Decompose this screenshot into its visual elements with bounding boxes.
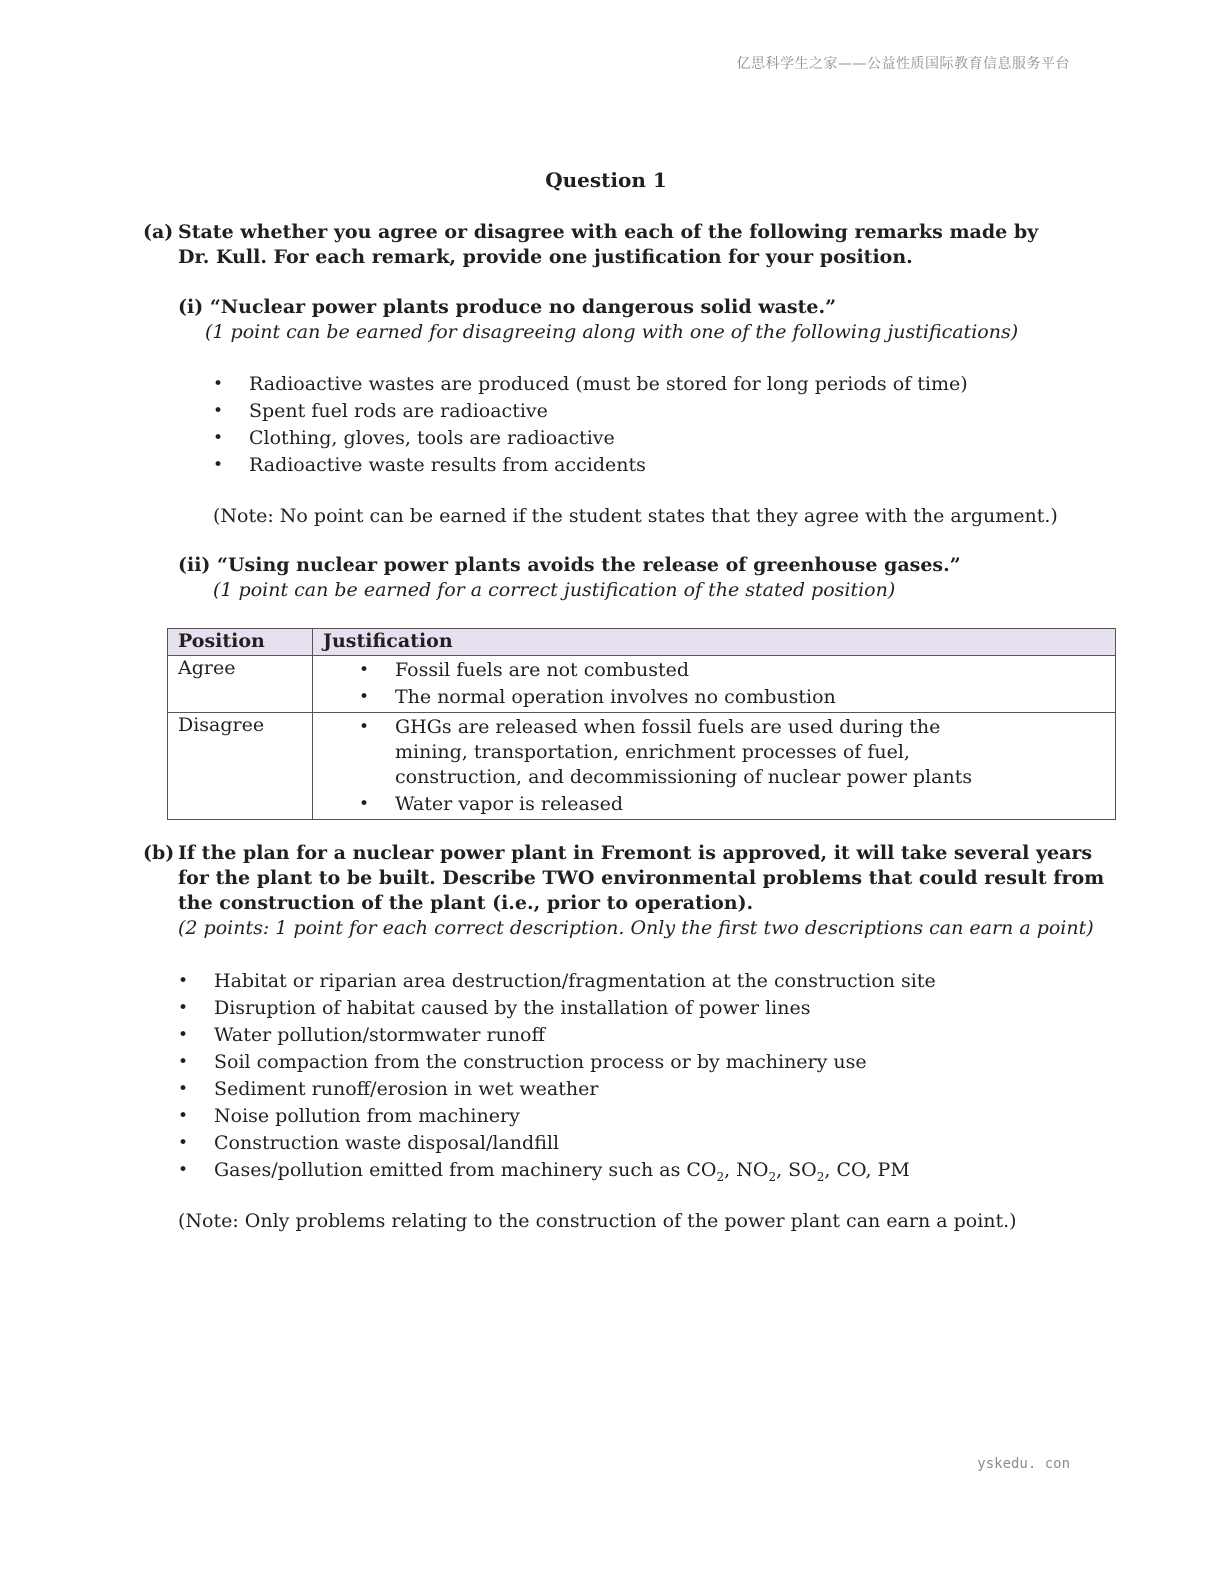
header-watermark: 亿思科学生之家——公益性质国际教育信息服务平台 xyxy=(736,56,1070,72)
position-justification-table xyxy=(167,628,1116,820)
list-item: • Clothing, gloves, tools are radioactive xyxy=(213,425,968,452)
part-a-label: (a) xyxy=(143,221,174,243)
sub-i-bullet-list xyxy=(213,371,968,479)
table-row-agree xyxy=(168,656,1116,713)
part-b-label: (b) xyxy=(143,842,175,864)
table-cell-justification-agree xyxy=(313,656,1116,713)
sub-ii-label: (ii) xyxy=(178,554,211,576)
sub-i-quote: “Nuclear power plants produce no dangerous solid waste.” xyxy=(209,296,837,318)
text-fragment: , NO xyxy=(724,1159,769,1181)
part-b-scoring: (2 points: 1 point for each correct description. Only the first two descriptions can earn a point) xyxy=(178,917,1094,939)
page-title: Question 1 xyxy=(545,168,667,192)
subscript: 2 xyxy=(816,1169,825,1184)
subscript: 2 xyxy=(768,1169,777,1184)
table-cell-position-agree: Agree xyxy=(168,656,313,713)
text-fragment: , CO, PM xyxy=(824,1159,910,1181)
sub-ii-quote: “Using nuclear power plants avoids the release of greenhouse gases.” xyxy=(217,554,961,576)
list-item: • Sediment runoff/erosion in wet weather xyxy=(178,1076,936,1103)
part-b-prompt-line3: the construction of the plant (i.e., prior to operation). xyxy=(178,892,754,914)
table-header-position: Position xyxy=(168,629,313,656)
list-item: • Habitat or riparian area destruction/fragmentation at the construction site xyxy=(178,968,936,995)
part-b-prompt-line1: If the plan for a nuclear power plant in Fremont is approved, it will take several years xyxy=(178,842,1093,864)
part-b-prompt-line2: for the plant to be built. Describe TWO environmental problems that could result from xyxy=(178,867,1105,889)
table-header-justification: Justification xyxy=(313,629,1116,656)
table-cell-position-disagree: Disagree xyxy=(168,713,313,820)
part-b-bullet-list xyxy=(178,968,936,1191)
part-b-note: (Note: Only problems relating to the construction of the power plant can earn a point.) xyxy=(178,1210,1017,1232)
text-fragment: , SO xyxy=(776,1159,817,1181)
agree-justification-item: • The normal operation involves no combustion xyxy=(323,685,1105,710)
agree-justification-item: • Fossil fuels are not combusted xyxy=(323,658,1105,683)
list-item: • Radioactive wastes are produced (must be stored for long periods of time) xyxy=(213,371,968,398)
subscript: 2 xyxy=(716,1169,725,1184)
table-cell-justification-disagree xyxy=(313,713,1116,820)
list-item: • Radioactive waste results from accidents xyxy=(213,452,968,479)
sub-ii-heading xyxy=(178,553,961,578)
part-a-prompt-line1: State whether you agree or disagree with each of the following remarks made by xyxy=(178,221,1039,243)
list-item: • Construction waste disposal/landfill xyxy=(178,1130,936,1157)
list-item: • Spent fuel rods are radioactive xyxy=(213,398,968,425)
sub-i-label: (i) xyxy=(178,296,204,318)
footer-site: yskedu. con xyxy=(977,1456,1070,1472)
sub-i-note: (Note: No point can be earned if the student states that they agree with the argument.) xyxy=(213,505,1058,527)
table-row-disagree xyxy=(168,713,1116,820)
sub-ii-scoring: (1 point can be earned for a correct justification of the stated position) xyxy=(213,579,896,601)
sub-i-scoring: (1 point can be earned for disagreeing along with one of the following justifications) xyxy=(205,321,1019,343)
part-a-prompt-line2: Dr. Kull. For each remark, provide one justification for your position. xyxy=(178,246,913,268)
part-b-prompt xyxy=(178,841,1104,916)
text-fragment: Gases/pollution emitted from machinery such as CO xyxy=(214,1159,717,1181)
list-item: • Water pollution/stormwater runoff xyxy=(178,1022,936,1049)
list-item: • Soil compaction from the construction process or by machinery use xyxy=(178,1049,936,1076)
list-item: • Noise pollution from machinery xyxy=(178,1103,936,1130)
list-item xyxy=(178,1157,936,1191)
disagree-justification-item: • Water vapor is released xyxy=(323,792,1105,817)
table-header-row xyxy=(168,629,1116,656)
sub-i-heading xyxy=(178,295,836,320)
disagree-justification-item: • GHGs are released when fossil fuels are used during the mining, transportation, enrichment processes of fuel, construction, and decommissioning of nuclear power plants xyxy=(323,715,1105,790)
part-a-prompt xyxy=(178,220,1038,270)
list-item: • Disruption of habitat caused by the installation of power lines xyxy=(178,995,936,1022)
